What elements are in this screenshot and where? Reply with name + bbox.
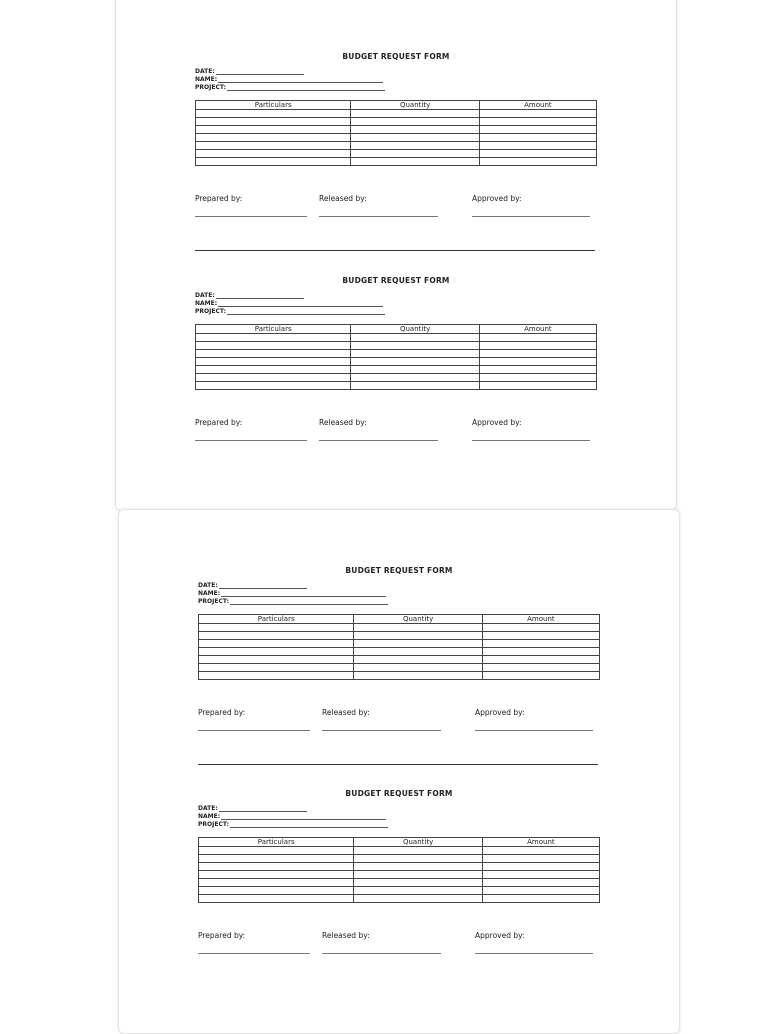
table-cell — [482, 855, 599, 863]
table-cell — [354, 871, 482, 879]
name-field — [198, 590, 386, 597]
project-line — [230, 599, 388, 605]
table-cell — [351, 374, 479, 382]
table-cell — [199, 632, 354, 640]
table-row — [196, 118, 597, 126]
table-cell — [479, 382, 596, 390]
table-row — [196, 382, 597, 390]
table-cell — [482, 672, 599, 680]
project-field — [195, 84, 385, 91]
table-cell — [351, 150, 479, 158]
approved-by-signature-line — [475, 730, 593, 731]
form-title: BUDGET REQUEST FORM — [345, 566, 453, 575]
project-field — [198, 598, 388, 605]
table-row — [199, 863, 600, 871]
released-by-signature-line — [319, 440, 438, 441]
table-cell — [354, 640, 482, 648]
budget-table — [198, 614, 600, 680]
table-cell — [354, 855, 482, 863]
table-row — [199, 887, 600, 895]
column-header-quantity: Quantity — [354, 615, 482, 624]
table-cell — [351, 366, 479, 374]
approved-by-label: Approved by: — [475, 931, 525, 940]
table-cell — [482, 895, 599, 903]
column-header-amount: Amount — [482, 838, 599, 847]
table-cell — [351, 118, 479, 126]
form-title: BUDGET REQUEST FORM — [342, 52, 450, 61]
table-row — [199, 624, 600, 632]
table-cell — [479, 366, 596, 374]
project-label: PROJECT: — [195, 308, 227, 315]
prepared-by-signature-line — [198, 730, 310, 731]
table-row — [196, 126, 597, 134]
released-by-label: Released by: — [322, 931, 370, 940]
table-cell — [351, 110, 479, 118]
table-cell — [479, 350, 596, 358]
table-cell — [354, 664, 482, 672]
name-line — [221, 591, 386, 597]
table-cell — [354, 895, 482, 903]
table-cell — [199, 640, 354, 648]
table-cell — [351, 158, 479, 166]
table-cell — [354, 624, 482, 632]
project-label: PROJECT: — [195, 84, 227, 91]
released-by-signature-line — [322, 953, 441, 954]
table-cell — [479, 150, 596, 158]
table-cell — [354, 672, 482, 680]
project-label: PROJECT: — [198, 821, 230, 828]
date-line — [219, 806, 307, 812]
released-by-signature-line — [322, 730, 441, 731]
table-row — [199, 632, 600, 640]
cut-line-divider — [198, 764, 598, 765]
table-cell — [199, 887, 354, 895]
table-row — [199, 640, 600, 648]
date-field — [195, 68, 304, 75]
table-row — [199, 895, 600, 903]
table-row — [199, 847, 600, 855]
date-label: DATE: — [195, 292, 215, 299]
table-row — [199, 656, 600, 664]
name-label: NAME: — [195, 76, 218, 83]
cut-line-divider — [195, 250, 595, 251]
column-header-particulars: Particulars — [199, 838, 354, 847]
table-cell — [354, 648, 482, 656]
name-label: NAME: — [198, 813, 221, 820]
prepared-by-label: Prepared by: — [195, 194, 243, 203]
table-cell — [351, 342, 479, 350]
table-row — [199, 879, 600, 887]
project-line — [230, 822, 388, 828]
budget-table — [195, 324, 597, 390]
prepared-by-signature-line — [195, 216, 307, 217]
table-cell — [196, 342, 351, 350]
table-cell — [199, 871, 354, 879]
date-field — [198, 805, 307, 812]
form-title: BUDGET REQUEST FORM — [345, 789, 453, 798]
column-header-particulars: Particulars — [196, 101, 351, 110]
date-line — [219, 583, 307, 589]
column-header-amount: Amount — [482, 615, 599, 624]
table-cell — [479, 118, 596, 126]
table-cell — [482, 656, 599, 664]
table-cell — [199, 847, 354, 855]
table-cell — [354, 863, 482, 871]
table-row — [196, 342, 597, 350]
budget-table — [195, 100, 597, 166]
table-cell — [196, 118, 351, 126]
prepared-by-signature-line — [198, 953, 310, 954]
column-header-particulars: Particulars — [199, 615, 354, 624]
table-cell — [482, 632, 599, 640]
table-cell — [354, 847, 482, 855]
table-cell — [199, 855, 354, 863]
table-cell — [479, 158, 596, 166]
table-cell — [482, 879, 599, 887]
table-cell — [196, 366, 351, 374]
table-row — [196, 158, 597, 166]
table-cell — [479, 110, 596, 118]
date-line — [216, 293, 304, 299]
budget-table — [198, 837, 600, 903]
table-cell — [199, 656, 354, 664]
table-cell — [482, 863, 599, 871]
table-row — [196, 150, 597, 158]
date-field — [198, 582, 307, 589]
name-field — [195, 300, 383, 307]
prepared-by-signature-line — [195, 440, 307, 441]
table-cell — [351, 382, 479, 390]
table-cell — [479, 342, 596, 350]
approved-by-signature-line — [472, 440, 590, 441]
table-row — [196, 142, 597, 150]
table-row — [199, 855, 600, 863]
table-cell — [482, 648, 599, 656]
table-row — [199, 648, 600, 656]
approved-by-label: Approved by: — [472, 418, 522, 427]
name-line — [221, 814, 386, 820]
table-cell — [479, 134, 596, 142]
table-cell — [482, 624, 599, 632]
table-row — [196, 334, 597, 342]
approved-by-signature-line — [475, 953, 593, 954]
project-field — [195, 308, 385, 315]
column-header-quantity: Quantity — [351, 101, 479, 110]
table-cell — [199, 664, 354, 672]
table-cell — [482, 640, 599, 648]
table-row — [196, 358, 597, 366]
table-row — [199, 871, 600, 879]
table-cell — [199, 648, 354, 656]
approved-by-signature-line — [472, 216, 590, 217]
table-cell — [196, 334, 351, 342]
column-header-particulars: Particulars — [196, 325, 351, 334]
table-cell — [196, 150, 351, 158]
column-header-quantity: Quantity — [351, 325, 479, 334]
released-by-signature-line — [319, 216, 438, 217]
table-cell — [354, 879, 482, 887]
date-label: DATE: — [198, 805, 218, 812]
table-cell — [199, 895, 354, 903]
table-cell — [354, 632, 482, 640]
column-header-amount: Amount — [479, 325, 596, 334]
approved-by-label: Approved by: — [472, 194, 522, 203]
project-line — [227, 309, 385, 315]
table-row — [196, 134, 597, 142]
date-label: DATE: — [195, 68, 215, 75]
table-cell — [351, 334, 479, 342]
name-line — [218, 301, 383, 307]
prepared-by-label: Prepared by: — [198, 931, 246, 940]
table-cell — [199, 672, 354, 680]
table-cell — [196, 142, 351, 150]
table-cell — [354, 656, 482, 664]
name-label: NAME: — [198, 590, 221, 597]
table-cell — [482, 871, 599, 879]
project-line — [227, 85, 385, 91]
table-cell — [351, 126, 479, 134]
table-row — [196, 366, 597, 374]
table-cell — [482, 847, 599, 855]
name-field — [195, 76, 383, 83]
table-cell — [199, 624, 354, 632]
column-header-quantity: Quantity — [354, 838, 482, 847]
table-row — [199, 664, 600, 672]
table-cell — [482, 664, 599, 672]
name-line — [218, 77, 383, 83]
table-cell — [351, 142, 479, 150]
project-label: PROJECT: — [198, 598, 230, 605]
table-cell — [196, 158, 351, 166]
table-cell — [196, 110, 351, 118]
date-line — [216, 69, 304, 75]
table-cell — [196, 374, 351, 382]
project-field — [198, 821, 388, 828]
table-cell — [196, 382, 351, 390]
table-cell — [351, 358, 479, 366]
name-label: NAME: — [195, 300, 218, 307]
prepared-by-label: Prepared by: — [198, 708, 246, 717]
prepared-by-label: Prepared by: — [195, 418, 243, 427]
released-by-label: Released by: — [322, 708, 370, 717]
name-field — [198, 813, 386, 820]
date-field — [195, 292, 304, 299]
table-cell — [351, 134, 479, 142]
table-cell — [479, 358, 596, 366]
table-cell — [196, 126, 351, 134]
table-cell — [479, 334, 596, 342]
table-cell — [199, 879, 354, 887]
table-cell — [196, 134, 351, 142]
table-cell — [199, 863, 354, 871]
table-cell — [479, 126, 596, 134]
table-cell — [482, 887, 599, 895]
table-cell — [196, 350, 351, 358]
table-row — [199, 672, 600, 680]
released-by-label: Released by: — [319, 418, 367, 427]
table-row — [196, 350, 597, 358]
table-cell — [196, 358, 351, 366]
approved-by-label: Approved by: — [475, 708, 525, 717]
released-by-label: Released by: — [319, 194, 367, 203]
date-label: DATE: — [198, 582, 218, 589]
table-cell — [351, 350, 479, 358]
table-row — [196, 110, 597, 118]
column-header-amount: Amount — [479, 101, 596, 110]
form-title: BUDGET REQUEST FORM — [342, 276, 450, 285]
table-cell — [479, 142, 596, 150]
table-row — [196, 374, 597, 382]
table-cell — [354, 887, 482, 895]
table-cell — [479, 374, 596, 382]
